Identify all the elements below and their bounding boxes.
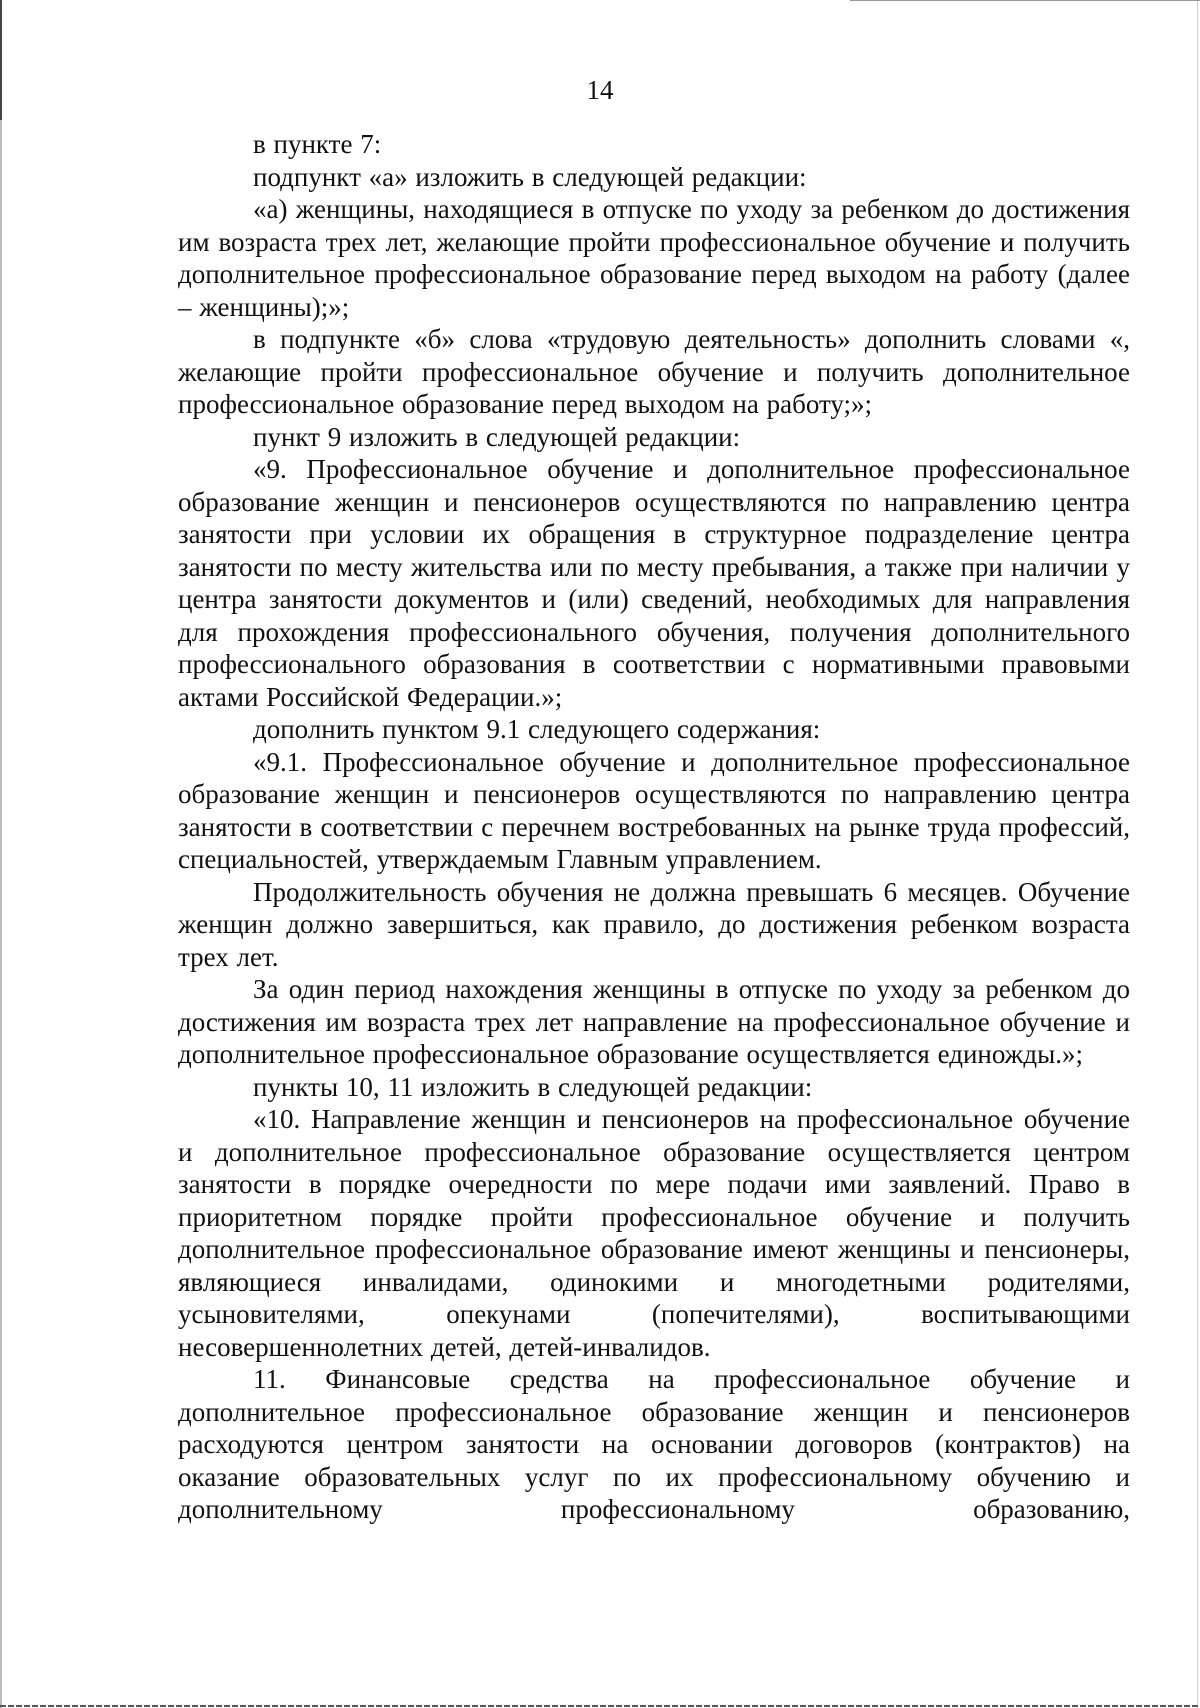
paragraph: «10. Направление женщин и пенсионеров на профессиональное обучение и дополнительное профессиональное образование осуществляется центром занятости в порядке очередности по мере подачи ими заявлений. Право в приоритетном порядке пройти профессиональное обучение и получить дополнительное профессиональное образование имеют женщины и пенсионеры, являющиеся инвалидами, одинокими и многодетными родителями, усыновителями, опекунами (попечителями), воспитывающими несовершеннолетних детей, детей-инвалидов. [178, 1104, 1130, 1362]
scan-edge-top [850, 0, 1200, 1]
paragraph: «9.1. Профессиональное обучение и дополнительное профессиональное образование женщин и пенсионеров осуществляются по направлению центра занятости в соответствии с перечнем востребованных на рынке труда профессий, специальностей, утверждаемым Главным управлением. [178, 746, 1130, 874]
paragraph: в подпункте «б» слова «трудовую деятельность» дополнить словами «, желающие пройти профессиональное обучение и получить дополнительное профессиональное образование перед выходом на работу;»; [178, 324, 1130, 419]
document-body [178, 128, 1130, 1526]
paragraph: дополнить пунктом 9.1 следующего содержания: [253, 714, 821, 744]
paragraph: подпункт «а» изложить в следующей редакции: [253, 161, 807, 192]
page-number: 14 [586, 75, 614, 105]
scan-edge-right [1197, 0, 1198, 1708]
paragraph: 11. Финансовые средства на профессиональное обучение и дополнительное профессиональное образование женщин и пенсионеров расходуются центром занятости на основании договоров (контрактов) на оказание образовательных услуг по их профессиональному обучению и дополнительному профессиональному образованию, [178, 1364, 1130, 1524]
paragraph: Продолжительность обучения не должна превышать 6 месяцев. Обучение женщин должно завершиться, как правило, до достижения ребенком возраста трех лет. [178, 876, 1130, 972]
paragraph: «9. Профессиональное обучение и дополнительное профессиональное образование женщин и пенсионеров осуществляются по направлению центра занятости при условии их обращения в структурное подразделение центра занятости по месту жительства или по месту пребывания, а также при наличии у центра занятости документов и (или) сведений, необходимых для направления для прохождения профессионального обучения, получения дополнительного профессионального образования в соответствии с нормативными правовыми актами Российской Федерации.»; [178, 454, 1130, 712]
paragraph: в пункте 7: [253, 129, 382, 159]
paragraph: пункты 10, 11 изложить в следующей редакции: [253, 1071, 813, 1102]
scan-edge-bottom [0, 1705, 1200, 1707]
paragraph: «а) женщины, находящиеся в отпуске по уходу за ребенком до достижения им возраста трех лет, желающие пройти профессиональное обучение и получить дополнительное профессиональное образование перед выходом на работу (далее – женщины);»; [178, 194, 1130, 322]
paragraph: За один период нахождения женщины в отпуске по уходу за ребенком до достижения им возраста трех лет направление на профессиональное обучение и дополнительное профессиональное образование осуществляется единожды.»; [178, 974, 1130, 1069]
scan-edge-left [0, 0, 2, 1708]
paragraph: пункт 9 изложить в следующей редакции: [253, 421, 741, 452]
